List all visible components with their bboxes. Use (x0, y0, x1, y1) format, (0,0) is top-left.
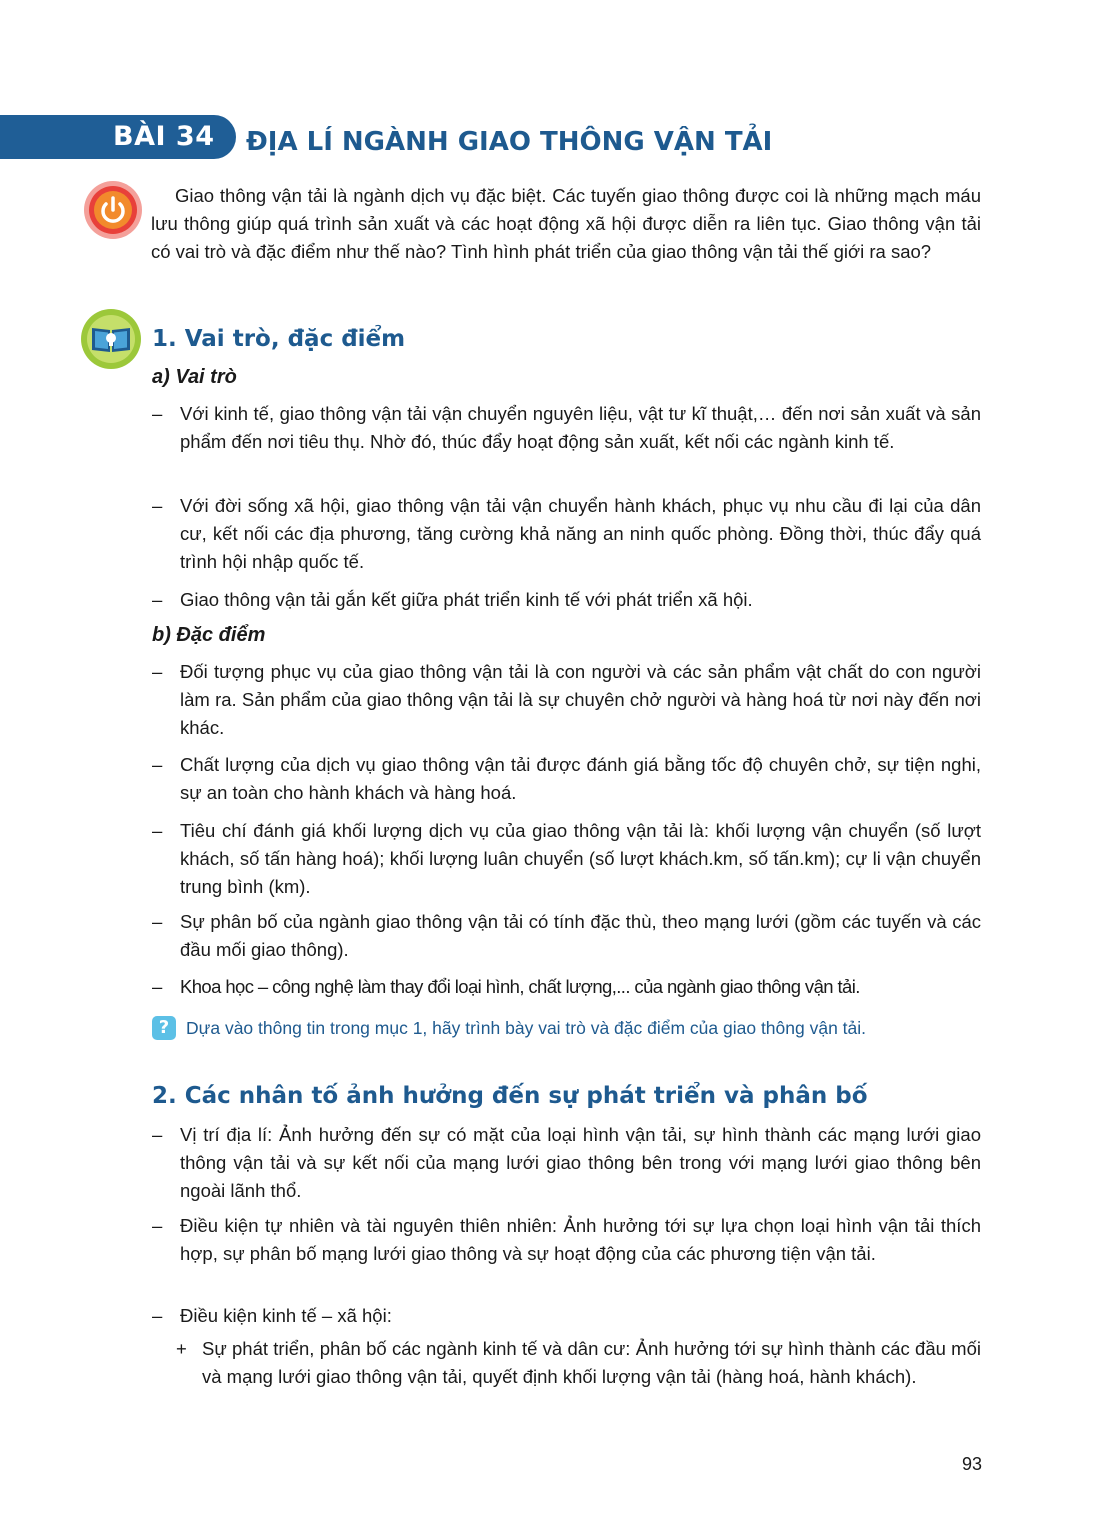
list-item (152, 658, 981, 742)
list-dash: – (152, 589, 163, 610)
list-dash: – (152, 754, 163, 775)
list-item-text: Điều kiện tự nhiên và tài nguyên thiên nhiên: Ảnh hưởng tới sự lựa chọn loại hình vận tải thích hợp, sự phân bố mạng lưới giao thông và sự hoạt động của các phương tiện vận tải. (180, 1215, 981, 1264)
list-item-text: Với đời sống xã hội, giao thông vận tải vận chuyển hành khách, phục vụ nhu cầu đi lại của dân cư, kết nối các địa phương, tăng cường khả năng an ninh quốc phòng. Đồng thời, thúc đẩy quá trình hội nhập quốc tế. (180, 495, 981, 572)
sub-list-item (176, 1335, 981, 1391)
question-mark-icon: ? (152, 1016, 176, 1040)
list-item (152, 908, 981, 964)
list-dash: – (152, 661, 163, 682)
list-dash: – (152, 911, 163, 932)
list-plus: + (176, 1338, 187, 1359)
list-item-text: Vị trí địa lí: Ảnh hưởng đến sự có mặt của loại hình vận tải, sự hình thành các mạng lưới giao thông vận tải và sự kết nối của mạng lưới giao thông bên trong với mạng lưới giao thông bên ngoài lãnh thổ. (180, 1124, 981, 1201)
question-prompt (152, 1014, 992, 1044)
subheading-roles: a) Vai trò (152, 366, 237, 388)
list-dash: – (152, 1305, 163, 1326)
list-dash: – (152, 1215, 163, 1236)
list-dash: – (152, 820, 163, 841)
section-1-heading: 1. Vai trò, đặc điểm (152, 326, 406, 352)
list-item-text: Chất lượng của dịch vụ giao thông vận tải được đánh giá bằng tốc độ chuyên chở, sự tiện nghi, sự an toàn cho hành khách và hàng hoá. (180, 754, 981, 803)
list-dash: – (152, 403, 163, 424)
list-item-text: Điều kiện kinh tế – xã hội: (180, 1305, 392, 1326)
list-item (152, 973, 981, 1001)
intro-paragraph: Giao thông vận tải là ngành dịch vụ đặc biệt. Các tuyến giao thông được coi là những mạch máu lưu thông giúp quá trình sản xuất và các hoạt động xã hội được diễn ra liên tục. Giao thông vận tải có vai trò và đặc điểm như thế nào? Tình hình phát triển của giao thông vận tải thế giới ra sao? (151, 185, 981, 262)
sub-list-item-text: Sự phát triển, phân bố các ngành kinh tế và dân cư: Ảnh hưởng tới sự hình thành các đầu mối và mạng lưới giao thông vận tải, quyết định khối lượng vận tải (hàng hoá, hành khách). (202, 1338, 981, 1387)
list-item (152, 1212, 981, 1268)
list-item-text: Đối tượng phục vụ của giao thông vận tải là con người và các sản phẩm vật chất do con người làm ra. Sản phẩm của giao thông vận tải là sự chuyên chở người và hàng hoá từ nơi này đến nơi khác. (180, 661, 981, 738)
list-item-text: Sự phân bố của ngành giao thông vận tải có tính đặc thù, theo mạng lưới (gồm các tuyến và các đầu mối giao thông). (180, 911, 981, 960)
list-item (152, 751, 981, 807)
list-item (152, 1302, 981, 1330)
list-item-text: Khoa học – công nghệ làm thay đổi loại hình, chất lượng,... của ngành giao thông vận tải. (180, 976, 860, 997)
section-2-heading: 2. Các nhân tố ảnh hưởng đến sự phát triển và phân bố (152, 1083, 868, 1109)
list-dash: – (152, 976, 163, 997)
list-item-text: Tiêu chí đánh giá khối lượng dịch vụ của giao thông vận tải là: khối lượng vận chuyển (số lượt khách, số tấn hàng hoá); khối lượng luân chuyển (số lượt khách.km, số tấn.km); cự li vận chuyển trung bình (km). (180, 820, 981, 897)
open-book-lightbulb-icon (80, 308, 142, 370)
list-item (152, 492, 981, 576)
subheading-features: b) Đặc điểm (152, 624, 266, 646)
power-icon (83, 180, 143, 240)
list-item (152, 586, 981, 614)
lesson-label: BÀI 34 (113, 121, 215, 152)
lesson-title: ĐỊA LÍ NGÀNH GIAO THÔNG VẬN TẢI (246, 127, 773, 157)
list-item-text: Giao thông vận tải gắn kết giữa phát triển kinh tế với phát triển xã hội. (180, 589, 753, 610)
list-item (152, 817, 981, 901)
list-dash: – (152, 1124, 163, 1145)
page-number: 93 (961, 1454, 982, 1474)
list-item (152, 400, 981, 456)
list-dash: – (152, 495, 163, 516)
list-item-text: Với kinh tế, giao thông vận tải vận chuyển nguyên liệu, vật tư kĩ thuật,… đến nơi sản xuất và sản phẩm đến nơi tiêu thụ. Nhờ đó, thúc đẩy hoạt động sản xuất, kết nối các ngành kinh tế. (180, 403, 981, 452)
list-item (152, 1121, 981, 1205)
question-text: Dựa vào thông tin trong mục 1, hãy trình bày vai trò và đặc điểm của giao thông vận tải. (186, 1018, 867, 1038)
